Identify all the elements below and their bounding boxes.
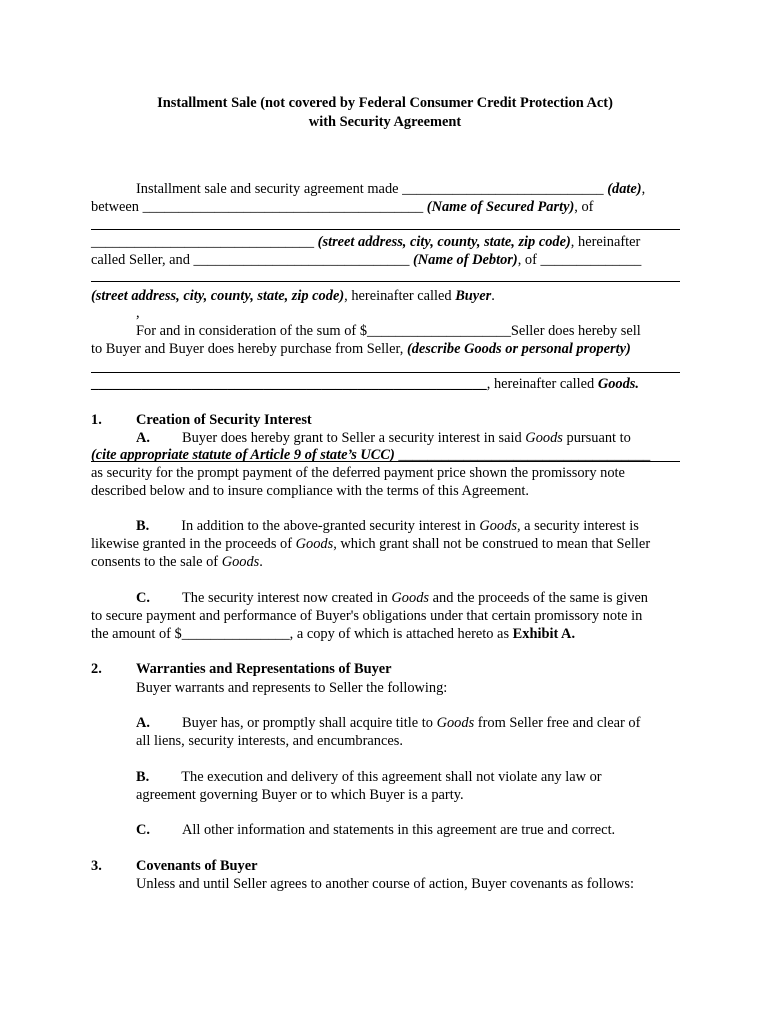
buyer-term: Buyer — [455, 288, 492, 304]
section-1a-line-2 — [91, 446, 650, 464]
secured-party-label: (Name of Secured Party) — [426, 199, 575, 215]
seller-address-rule — [91, 229, 680, 230]
consideration-line-2: to Buyer and Buyer does hereby purchase from Seller, (describe Goods or personal property) — [91, 341, 631, 357]
section-1c-line-2: to secure payment and performance of Buyer's obligations under that certain promissory note in — [91, 608, 643, 624]
section-1c-line-1: C. The security interest now created in Goods and the proceeds of the same is given — [136, 590, 648, 606]
section-2-number: 2. — [91, 661, 102, 677]
intro-line-2: between _______________________________________ (Name of Secured Party), of — [91, 199, 594, 215]
section-1b-line-2: likewise granted in the proceeds of Goods, which grant shall not be construed to mean that Seller — [91, 536, 651, 552]
exhibit-a-reference: Exhibit A. — [512, 626, 576, 642]
section-2c-line-1: C. All other information and statements in this agreement are true and correct. — [136, 822, 616, 838]
date-label: (date) — [607, 181, 642, 197]
section-3-number: 3. — [91, 858, 102, 874]
goods-description-rule — [91, 372, 680, 373]
sum-blank: ____________________ — [367, 323, 511, 339]
consideration-line-3: _______________________________________________________, hereinafter called Goods. — [91, 376, 640, 392]
section-2a-line-1: A. Buyer has, or promptly shall acquire title to Goods from Seller free and clear of — [136, 715, 641, 731]
debtor-label: (Name of Debtor) — [413, 252, 518, 268]
section-1a-line-3: as security for the prompt payment of the deferred payment price shown the promissory note — [91, 465, 625, 481]
section-1b-line-1: B. In addition to the above-granted security interest in Goods, a security interest is — [136, 518, 639, 534]
stray-comma: , — [136, 305, 140, 321]
cite-statute-label: (cite appropriate statute of Article 9 of state’s UCC) — [91, 447, 395, 463]
section-1-heading: Creation of Security Interest — [136, 412, 312, 428]
document-title-line-2: with Security Agreement — [308, 114, 462, 130]
intro-line-1: Installment sale and security agreement made ____________________________ (date), — [136, 181, 646, 197]
section-3-heading: Covenants of Buyer — [136, 858, 258, 874]
section-2b-line-2: agreement governing Buyer or to which Buyer is a party. — [136, 787, 464, 803]
document-title-line-1: Installment Sale (not covered by Federal Consumer Credit Protection Act) — [157, 95, 613, 111]
goods-term: Goods. — [597, 376, 640, 392]
section-2-intro: Buyer warrants and represents to Seller the following: — [136, 680, 448, 696]
seller-address-label: (street address, city, county, state, zip code) — [317, 234, 571, 250]
secured-party-blank: _______________________________________ — [142, 199, 424, 215]
section-3-intro: Unless and until Seller agrees to another course of action, Buyer covenants as follows: — [136, 876, 634, 892]
date-blank: ____________________________ — [402, 181, 604, 197]
section-1a-line-4: described below and to insure compliance with the terms of this Agreement. — [91, 483, 529, 499]
section-1b-line-3: consents to the sale of Goods. — [91, 554, 263, 570]
section-2b-line-1: B. The execution and delivery of this agreement shall not violate any law or — [136, 769, 602, 785]
intro-line-3: _______________________________ (street address, city, county, state, zip code), hereinafter — [91, 234, 641, 250]
consideration-line-1: For and in consideration of the sum of $____________________Seller does hereby sell — [136, 323, 641, 339]
debtor-address-blank-start: ______________ — [540, 252, 642, 268]
debtor-address-rule — [91, 281, 680, 282]
describe-goods-label: (describe Goods or personal property) — [406, 341, 631, 357]
section-1-number: 1. — [91, 412, 102, 428]
section-1c-line-3: the amount of $_______________, a copy of which is attached hereto as Exhibit A. — [91, 626, 576, 642]
goods-blank: _______________________________________________________ — [91, 376, 487, 392]
intro-line-4: called Seller, and ______________________________ (Name of Debtor), of ______________ — [91, 252, 642, 268]
debtor-blank: ______________________________ — [193, 252, 410, 268]
section-2a-line-2: all liens, security interests, and encumbrances. — [136, 733, 403, 749]
statute-blank: ___________________________________ — [398, 447, 651, 463]
seller-address-blank: _______________________________ — [91, 234, 315, 250]
debtor-address-label: (street address, city, county, state, zip code) — [91, 288, 345, 304]
amount-blank: _______________ — [181, 626, 290, 642]
section-1a-line-1: A. Buyer does hereby grant to Seller a security interest in said Goods pursuant to — [136, 430, 631, 446]
section-2-heading: Warranties and Representations of Buyer — [136, 661, 392, 677]
intro-line-5: (street address, city, county, state, zip code), hereinafter called Buyer. — [91, 288, 495, 304]
